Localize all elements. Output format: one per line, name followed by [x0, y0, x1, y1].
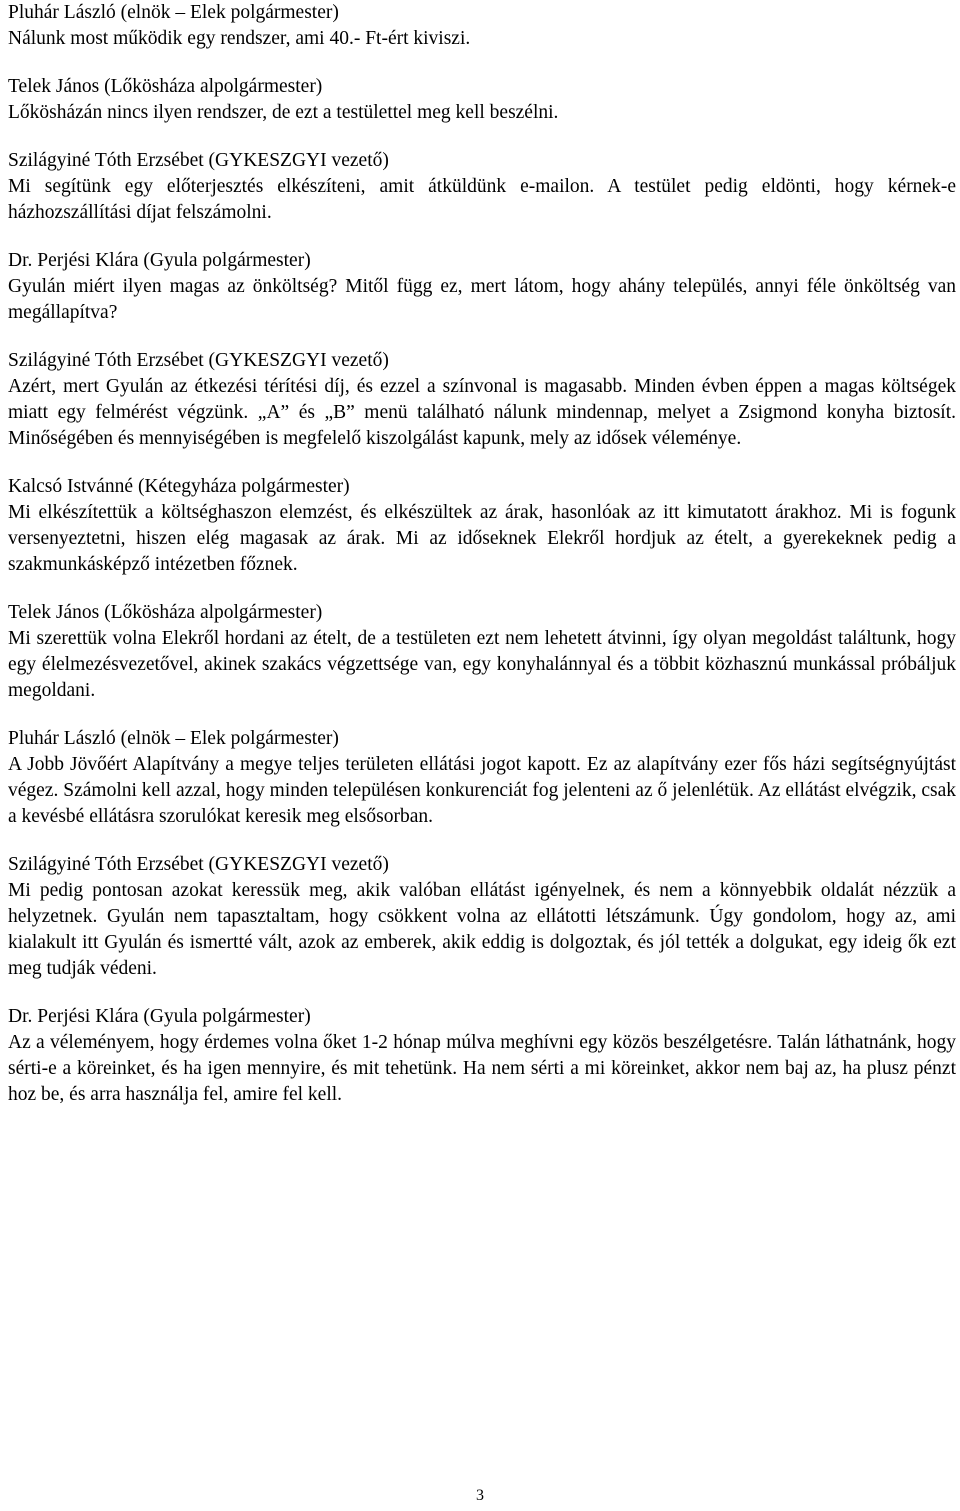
transcript-entry: [8, 0, 956, 52]
statement-text: Mi pedig pontosan azokat keressük meg, akik valóban ellátást igényelnek, és nem a könnyebbik oldalát nézzük a helyzetnek. Gyulán nem tapasztaltam, hogy csökkent volna az ellátotti létszámunk. Úgy gondolom, hogy az, ami kialakult itt Gyulán és ismertté vált, azok az emberek, akik eddig is dolgoztak, és jól tették a dolgukat, egy ideig ők ezt meg tudják védeni.: [8, 880, 956, 979]
statement-text: A Jobb Jövőért Alapítvány a megye teljes területen ellátási jogot kapott. Ez az alapítvány ezer fős házi segítségnyújtást végez. Számolni kell azzal, hogy minden településen konkurenciát fog jelenteni az ő jelenlétük. Az ellátást elvégzik, csak a kevésbé ellátásra szorulókat keresik meg elsősorban.: [8, 754, 956, 827]
transcript-entry: [8, 600, 956, 704]
transcript-entry: [8, 148, 956, 226]
statement-text: Mi szerettük volna Elekről hordani az ételt, de a testületen ezt nem lehetett átvinni, így olyan megoldást találtunk, hogy egy élelmezésvezetővel, akinek szakács végzettsége van, egy konyhalánnyal és a többit közhasznú munkással próbáljuk megoldani.: [8, 628, 956, 701]
speaker-name: Pluhár László (elnök – Elek polgármester): [8, 728, 339, 749]
statement-text: Nálunk most működik egy rendszer, ami 40.- Ft-ért kiviszi.: [8, 28, 471, 49]
statement-text: Az a véleményem, hogy érdemes volna őket 1-2 hónap múlva meghívni egy közös beszélgetésre. Talán láthatnánk, hogy sérti-e a köreinket, és ha igen mennyire, és mit tehetünk. Ha nem sérti a mi köreinket, akkor nem baj az, ha plusz pénzt hoz be, és arra használja fel, amire fel kell.: [8, 1032, 956, 1105]
document-page: [8, 0, 956, 1130]
speaker-name: Pluhár László (elnök – Elek polgármester): [8, 2, 339, 23]
statement-text: Mi segítünk egy előterjesztés elkészíteni, amit átküldünk e-mailon. A testület pedig eldönti, hogy kérnek-e házhozszállítási díjat felszámolni.: [8, 176, 956, 223]
speaker-name: Szilágyiné Tóth Erzsébet (GYKESZGYI vezető): [8, 854, 389, 875]
speaker-name: Kalcsó Istvánné (Kétegyháza polgármester): [8, 476, 350, 497]
statement-text: Gyulán miért ilyen magas az önköltség? Mitől függ ez, mert látom, hogy ahány település, annyi féle önköltség van megállapítva?: [8, 276, 956, 323]
statement-text: Azért, mert Gyulán az étkezési térítési díj, és ezzel a színvonal is magasabb. Minden évben éppen a magas költségek miatt egy felmérést végzünk. „A” és „B” menü található nálunk mindennap, melyet a Zsigmond konyha biztosít. Minőségében és mennyiségében is megfelelő kiszolgálást kapunk, mely az idősek véleménye.: [8, 376, 956, 449]
transcript-entry: [8, 74, 956, 126]
speaker-name: Telek János (Lőkösháza alpolgármester): [8, 602, 323, 623]
speaker-name: Dr. Perjési Klára (Gyula polgármester): [8, 250, 311, 271]
speaker-name: Szilágyiné Tóth Erzsébet (GYKESZGYI vezető): [8, 350, 389, 371]
statement-text: Mi elkészítettük a költséghaszon elemzést, és elkészültek az árak, hasonlóak az itt kimutatott árakhoz. Mi is fogunk versenyeztetni, hiszen elég magasak az árak. Mi az időseknek Elekről hordjuk az ételt, a gyerekeknek pedig a szakmunkásképző intézetben főznek.: [8, 502, 956, 575]
transcript-entry: [8, 852, 956, 982]
transcript-entry: [8, 1004, 956, 1108]
transcript-entry: [8, 248, 956, 326]
speaker-name: Telek János (Lőkösháza alpolgármester): [8, 76, 323, 97]
transcript-entry: [8, 348, 956, 452]
speaker-name: Dr. Perjési Klára (Gyula polgármester): [8, 1006, 311, 1027]
speaker-name: Szilágyiné Tóth Erzsébet (GYKESZGYI vezető): [8, 150, 389, 171]
statement-text: Lőkösházán nincs ilyen rendszer, de ezt a testülettel meg kell beszélni.: [8, 102, 559, 123]
transcript-entry: [8, 726, 956, 830]
page-number: 3: [476, 1487, 484, 1504]
transcript-entry: [8, 474, 956, 578]
